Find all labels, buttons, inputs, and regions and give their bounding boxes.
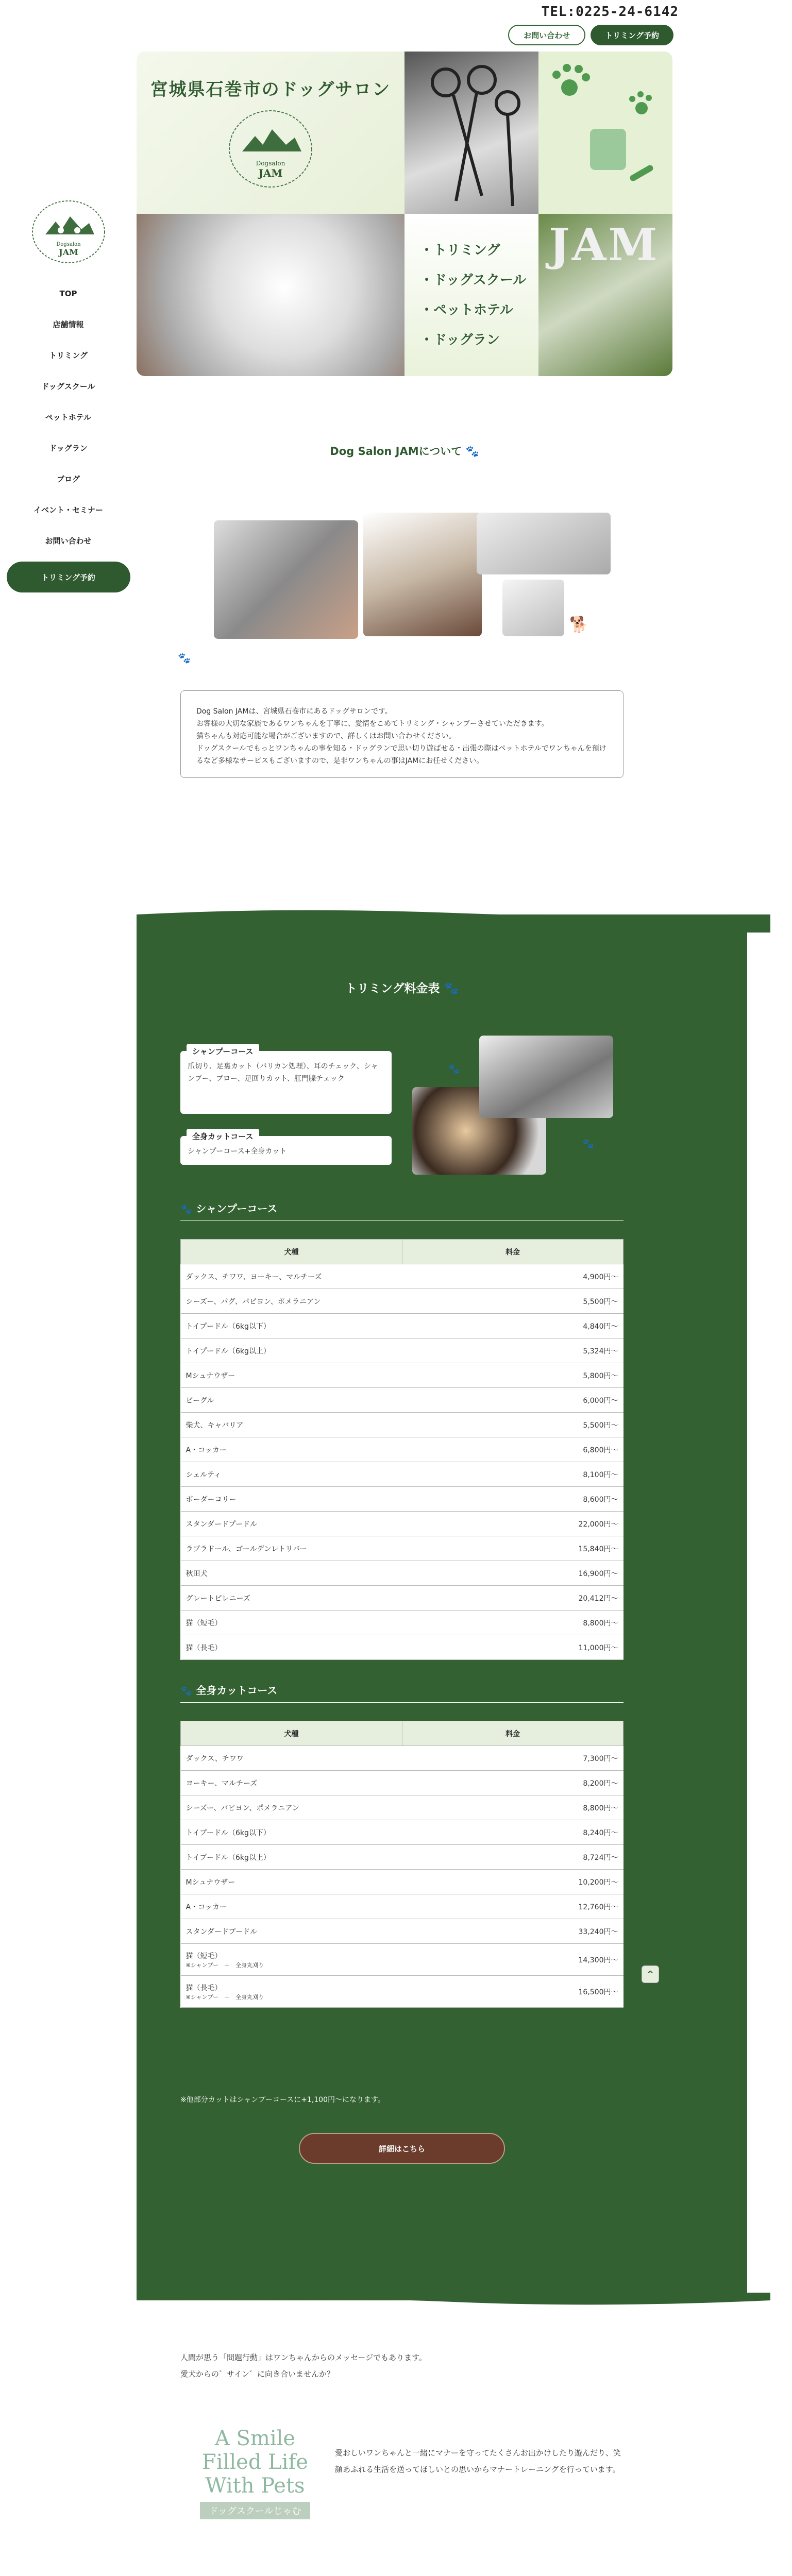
table-row bbox=[181, 1264, 624, 1289]
breed-cell: A・コッカー bbox=[181, 1894, 402, 1919]
sidebar-booking-button[interactable]: トリミング予約 bbox=[7, 562, 130, 592]
trimming-note: ※他部分カットはシャンプーコースに+1,100円〜になります。 bbox=[180, 2096, 385, 2104]
shampoo-course-text: 爪切り、足裏カット（バリカン処理）、耳のチェック、シャンプー、ブロー、足回りカット、肛門腺チェック bbox=[188, 1062, 378, 1083]
price-cell: 16,500円〜 bbox=[402, 1976, 624, 2008]
breed-cell: トイプードル（6kg以上） bbox=[181, 1845, 402, 1870]
wave-divider bbox=[137, 2293, 770, 2308]
price-cell: 8,800円〜 bbox=[402, 1795, 624, 1820]
breed-cell: 秋田犬 bbox=[181, 1561, 402, 1586]
about-photo-shop bbox=[502, 580, 564, 636]
table-row bbox=[181, 1919, 624, 1944]
shampoo-price-table bbox=[180, 1239, 624, 1660]
breed-cell: トイプードル（6kg以下） bbox=[181, 1820, 402, 1845]
breed-cell: A・コッカー bbox=[181, 1437, 402, 1462]
breed-cell: シェルティ bbox=[181, 1462, 402, 1487]
breed-cell: 猫（長毛） bbox=[181, 1635, 402, 1660]
hero-paw-panel bbox=[538, 52, 672, 214]
breed-cell: ビーグル bbox=[181, 1388, 402, 1413]
table-row bbox=[181, 1338, 624, 1363]
breed-cell: Mシュナウザー bbox=[181, 1363, 402, 1388]
hero-services bbox=[405, 214, 538, 376]
sidebar-logo[interactable] bbox=[26, 196, 111, 268]
price-cell: 33,240円〜 bbox=[402, 1919, 624, 1944]
fullcut-price-table bbox=[180, 1721, 624, 2008]
breed-cell: Mシュナウザー bbox=[181, 1870, 402, 1894]
price-cell: 12,760円〜 bbox=[402, 1894, 624, 1919]
price-cell: 5,500円〜 bbox=[402, 1289, 624, 1314]
hero-banner bbox=[137, 52, 672, 376]
price-cell: 7,300円〜 bbox=[402, 1746, 624, 1771]
col-breed: 犬種 bbox=[181, 1721, 402, 1746]
price-cell: 6,800円〜 bbox=[402, 1437, 624, 1462]
price-cell: 11,000円〜 bbox=[402, 1635, 624, 1660]
table-row bbox=[181, 1413, 624, 1437]
table-row bbox=[181, 1437, 624, 1462]
price-cell: 5,800円〜 bbox=[402, 1363, 624, 1388]
fullcut-course-heading bbox=[180, 1682, 624, 1703]
about-line: ドッグスクールでもっとワンちゃんの事を知る・ドッグランで思い切り遊ばせる・出張の際はペットホテルでワンちゃんを預けるなど多様なサービスもございますので、是非ワンちゃんの事はJAMにお任せください。 bbox=[196, 744, 606, 765]
booking-button[interactable]: トリミング予約 bbox=[591, 25, 673, 45]
table-row bbox=[181, 1976, 624, 2008]
price-cell: 10,200円〜 bbox=[402, 1870, 624, 1894]
svg-text:Dogsalon: Dogsalon bbox=[256, 160, 285, 167]
sidebar-item-contact[interactable]: お問い合わせ bbox=[45, 536, 92, 546]
price-cell: 8,240円〜 bbox=[402, 1820, 624, 1845]
about-photo-salon bbox=[477, 513, 611, 574]
logo-line: Filled Life bbox=[202, 2450, 308, 2474]
table-row bbox=[181, 1289, 624, 1314]
breed-cell: ボーダーコリー bbox=[181, 1487, 402, 1512]
price-cell: 4,900円〜 bbox=[402, 1264, 624, 1289]
hero-catch-copy: 宮城県石巻市のドッグサロン bbox=[150, 79, 391, 100]
table-row bbox=[181, 1771, 624, 1795]
table-row bbox=[181, 1746, 624, 1771]
table-row bbox=[181, 1314, 624, 1338]
logo-line: With Pets bbox=[205, 2474, 305, 2498]
table-row bbox=[181, 1363, 624, 1388]
trimming-price-section bbox=[137, 914, 770, 2300]
price-cell: 20,412円〜 bbox=[402, 1586, 624, 1611]
sidebar-item-dog-run[interactable]: ドッグラン bbox=[49, 444, 88, 453]
sidebar-item-blog[interactable]: ブログ bbox=[56, 474, 80, 484]
price-cell: 4,840円〜 bbox=[402, 1314, 624, 1338]
price-cell: 6,000円〜 bbox=[402, 1388, 624, 1413]
price-cell: 5,500円〜 bbox=[402, 1413, 624, 1437]
paw-icon: 🐾 bbox=[180, 1204, 192, 1215]
hero-photo-scissors bbox=[405, 52, 538, 214]
table-row bbox=[181, 1611, 624, 1635]
table-row bbox=[181, 1845, 624, 1870]
dog-school-text: 愛おしいワンちゃんと一緒にマナーを守ってたくさんお出かけしたり遊んだり、笑顔あふれる生活を送ってほしいとの思いからマナートレーニングを行っています。 bbox=[335, 2448, 621, 2474]
paw-icon: 🐾 bbox=[582, 1139, 594, 1149]
shampoo-course-card bbox=[180, 1047, 392, 1114]
breed-cell: トイプードル（6kg以下） bbox=[181, 1314, 402, 1338]
col-price: 料金 bbox=[402, 1240, 624, 1264]
price-cell: 8,800円〜 bbox=[402, 1611, 624, 1635]
breed-cell: 猫（短毛） ※シャンプー ＋ 全身丸刈り bbox=[181, 1944, 402, 1976]
dog-school-message bbox=[180, 2349, 427, 2382]
section-edge bbox=[747, 933, 770, 2298]
trimming-title-text: トリミング料金表 bbox=[345, 982, 440, 995]
jam-logo-icon bbox=[30, 198, 107, 265]
about-photo-collage bbox=[178, 513, 621, 667]
hero-service-dog-school: ・ドッグスクール bbox=[420, 272, 527, 288]
fullcut-course-card bbox=[180, 1132, 392, 1165]
about-title bbox=[137, 443, 672, 459]
col-breed: 犬種 bbox=[181, 1240, 402, 1264]
price-cell: 22,000円〜 bbox=[402, 1512, 624, 1536]
col-price: 料金 bbox=[402, 1721, 624, 1746]
about-title-text: Dog Salon JAMについて bbox=[330, 445, 462, 457]
price-cell: 16,900円〜 bbox=[402, 1561, 624, 1586]
hero-photo-sign bbox=[538, 214, 672, 376]
hero-catch-panel bbox=[137, 52, 405, 214]
about-photo-staff-1 bbox=[214, 520, 358, 639]
shampoo-course-heading bbox=[180, 1200, 624, 1221]
shampoo-course-tag: シャンプーコース bbox=[187, 1044, 259, 1059]
price-cell: 8,200円〜 bbox=[402, 1771, 624, 1795]
table-row bbox=[181, 1561, 624, 1586]
paw-icon: 🐾 bbox=[180, 1686, 192, 1697]
sidebar-item-shop-info[interactable]: 店舗情報 bbox=[53, 320, 84, 329]
trimming-photo-cat bbox=[479, 1036, 613, 1118]
sidebar-nav bbox=[0, 278, 137, 556]
dog-silhouette-icon: 🐕 bbox=[569, 616, 589, 634]
price-cell: 5,324円〜 bbox=[402, 1338, 624, 1363]
hero-logo-icon bbox=[227, 108, 314, 190]
breed-cell: 猫（長毛） ※シャンプー ＋ 全身丸刈り bbox=[181, 1976, 402, 2008]
breed-cell: スタンダードプードル bbox=[181, 1512, 402, 1536]
table-row bbox=[181, 1487, 624, 1512]
breed-cell: トイプードル（6kg以上） bbox=[181, 1338, 402, 1363]
svg-text:JAM: JAM bbox=[58, 247, 78, 257]
svg-text:Dogsalon: Dogsalon bbox=[56, 242, 81, 247]
paw-icon: 🐾 bbox=[178, 652, 191, 664]
table-row bbox=[181, 1586, 624, 1611]
about-line: お客様の大切な家族であるワンちゃんを丁寧に、愛情をこめてトリミング・シャンプーさせていただきます。 bbox=[196, 720, 549, 728]
price-cell: 15,840円〜 bbox=[402, 1536, 624, 1561]
table-row bbox=[181, 1536, 624, 1561]
sidebar-item-events[interactable]: イベント・セミナー bbox=[33, 505, 103, 515]
breed-cell: 猫（短毛） bbox=[181, 1611, 402, 1635]
price-cell: 8,100円〜 bbox=[402, 1462, 624, 1487]
sidebar bbox=[0, 196, 137, 592]
about-line: Dog Salon JAMは、宮城県石巻市にあるドッグサロンです。 bbox=[196, 707, 392, 716]
phone-number[interactable]: TEL:0225-24-6142 bbox=[541, 4, 679, 20]
sidebar-item-top[interactable]: TOP bbox=[59, 289, 77, 298]
paw-icon: 🐾 bbox=[448, 1064, 460, 1075]
sidebar-item-dog-school[interactable]: ドッグスクール bbox=[41, 382, 95, 391]
dog-school-logo bbox=[180, 2416, 330, 2530]
about-line: 猫ちゃんも対応可能な場合がございますので、詳しくはお問い合わせください。 bbox=[196, 732, 456, 740]
hero-service-trimming: ・トリミング bbox=[420, 242, 500, 258]
table-row bbox=[181, 1944, 624, 1976]
table-row bbox=[181, 1795, 624, 1820]
breed-cell: 柴犬、キャバリア bbox=[181, 1413, 402, 1437]
price-cell: 14,300円〜 bbox=[402, 1944, 624, 1976]
breed-cell: ダックス、チワワ、ヨーキー、マルチーズ bbox=[181, 1264, 402, 1289]
breed-cell: グレートピレニーズ bbox=[181, 1586, 402, 1611]
breed-cell: ラブラドール、ゴールデンレトリバー bbox=[181, 1536, 402, 1561]
about-photo-staff-2 bbox=[363, 513, 482, 636]
breed-cell: ヨーキー、マルチーズ bbox=[181, 1771, 402, 1795]
trimming-detail-button[interactable]: 詳細はこちら bbox=[299, 2133, 505, 2164]
price-cell: 8,600円〜 bbox=[402, 1487, 624, 1512]
breed-cell: スタンダードプードル bbox=[181, 1919, 402, 1944]
breed-cell: シーズー、パグ、パピヨン、ポメラニアン bbox=[181, 1289, 402, 1314]
table-row bbox=[181, 1894, 624, 1919]
back-to-top-button[interactable]: ^ bbox=[642, 1965, 659, 1983]
table-row bbox=[181, 1462, 624, 1487]
hero-sign-text: JAM bbox=[549, 219, 660, 271]
sidebar-item-trimming[interactable]: トリミング bbox=[49, 351, 88, 360]
shampoo-heading-text: シャンプーコース bbox=[196, 1202, 278, 1215]
paw-icon: 🐾 bbox=[444, 982, 459, 995]
trimming-title bbox=[180, 979, 624, 996]
paw-bone-icon bbox=[538, 52, 672, 214]
hero-service-dog-run: ・ドッグラン bbox=[420, 332, 500, 348]
about-description bbox=[180, 690, 624, 778]
scissors-icon bbox=[405, 52, 538, 214]
dog-school-message-line: 愛犬からの゛サイン゛に向き合いませんか？ bbox=[180, 2369, 334, 2379]
fullcut-course-text: シャンプーコース+全身カット bbox=[188, 1147, 287, 1156]
hero-service-pet-hotel: ・ペットホテル bbox=[420, 302, 513, 318]
contact-button[interactable]: お問い合わせ bbox=[508, 25, 585, 45]
table-row bbox=[181, 1512, 624, 1536]
table-row bbox=[181, 1820, 624, 1845]
sidebar-item-pet-hotel[interactable]: ペットホテル bbox=[45, 413, 92, 422]
breed-cell: シーズー、パピヨン、ポメラニアン bbox=[181, 1795, 402, 1820]
hero-photo-poodle bbox=[137, 214, 405, 376]
fullcut-heading-text: 全身カットコース bbox=[196, 1684, 278, 1697]
table-row bbox=[181, 1635, 624, 1660]
dog-school-message-line: 人間が思う「問題行動」はワンちゃんからのメッセージでもあります。 bbox=[180, 2353, 427, 2362]
price-cell: 8,724円〜 bbox=[402, 1845, 624, 1870]
table-row bbox=[181, 1388, 624, 1413]
paw-icon: 🐾 bbox=[465, 445, 479, 457]
logo-subtitle: ドッグスクールじゃむ bbox=[200, 2502, 311, 2519]
table-row bbox=[181, 1870, 624, 1894]
fullcut-course-tag: 全身カットコース bbox=[187, 1129, 259, 1144]
breed-cell: ダックス、チワワ bbox=[181, 1746, 402, 1771]
wave-divider bbox=[137, 907, 770, 922]
logo-line: A Smile bbox=[214, 2427, 296, 2450]
svg-text:JAM: JAM bbox=[258, 167, 283, 179]
header-actions bbox=[508, 25, 673, 45]
